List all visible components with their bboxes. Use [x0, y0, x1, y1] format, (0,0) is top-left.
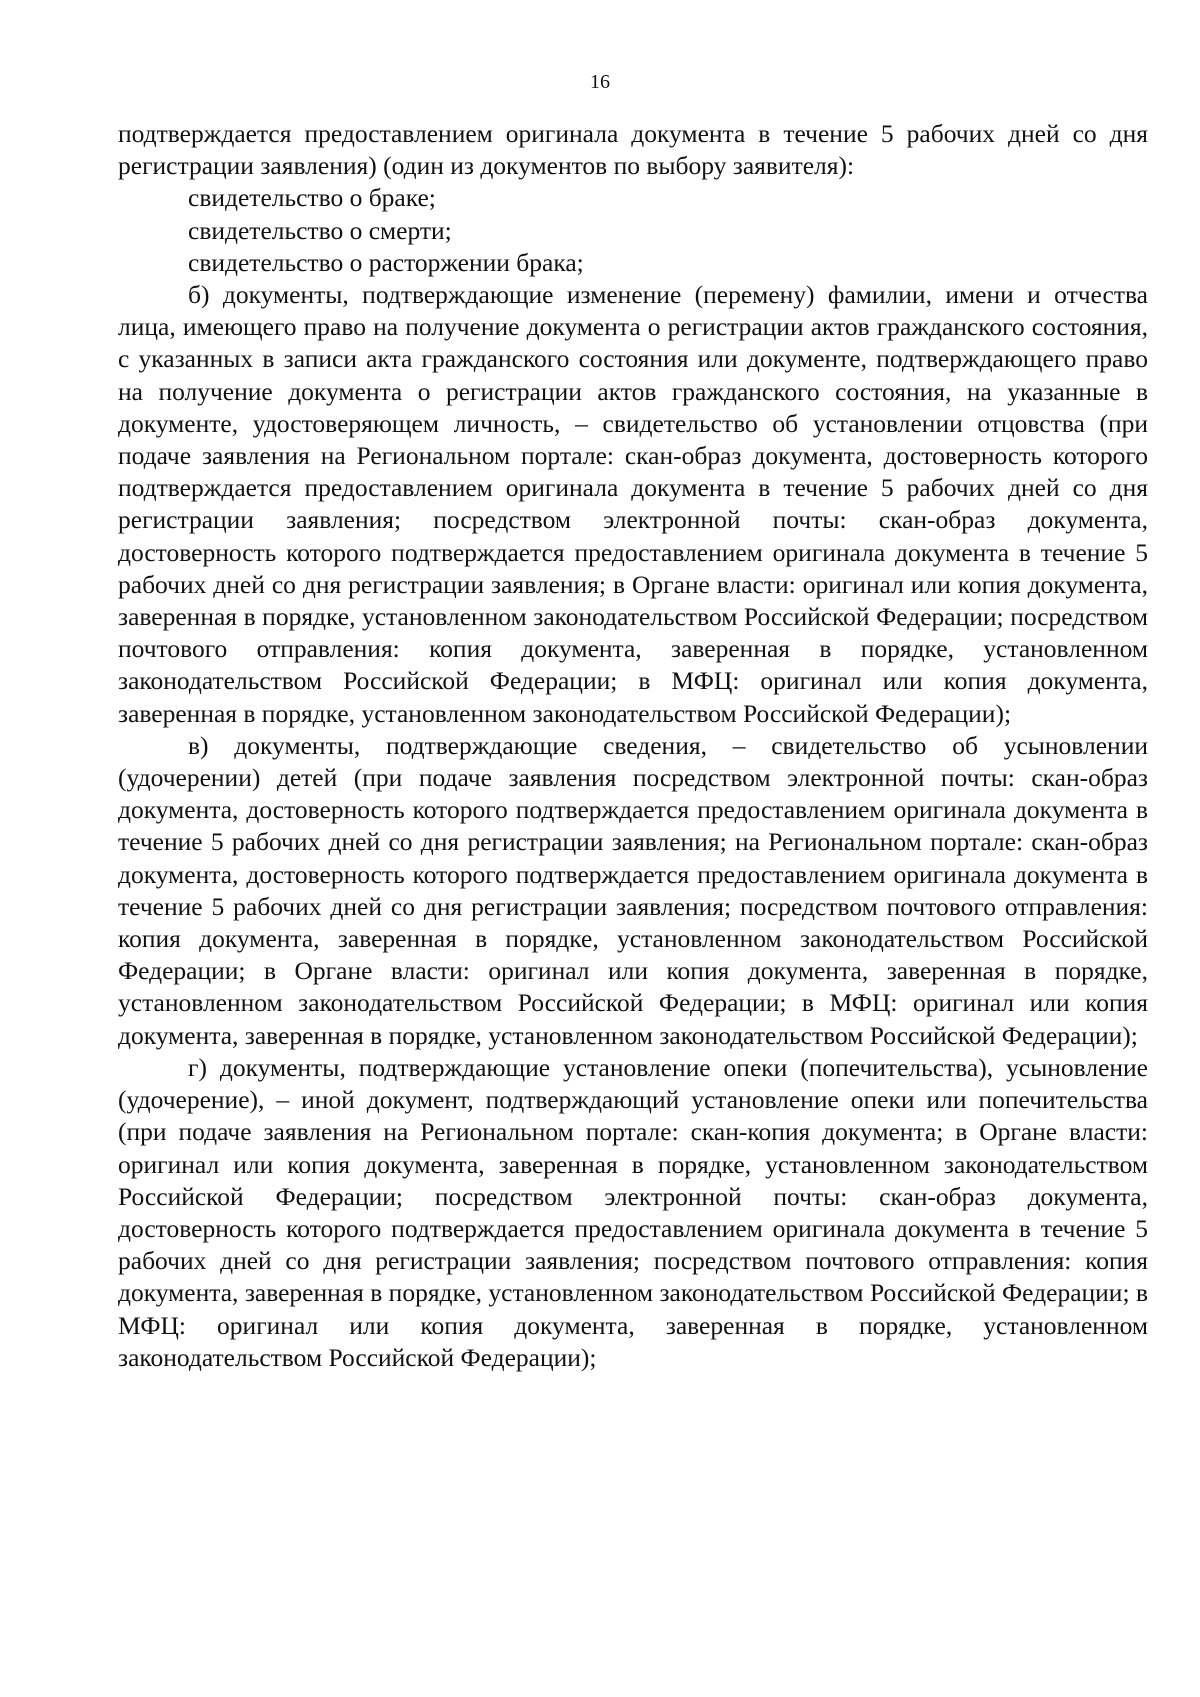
- document-body: [118, 118, 1148, 1374]
- paragraph-item-v: в) документы, подтверждающие сведения, – свидетельство об усыновлении (удочерении) детей (при подаче заявления посредством электронной почты: скан-образ документа, достоверность которого подтверждается предоставлением оригинала документа в течение 5 рабочих дней со дня регистрации заявления; на Региональном портале: скан-образ документа, достоверность которого подтверждается предоставлением оригинала документа в течение 5 рабочих дней со дня регистрации заявления; посредством почтового отправления: копия документа, заверенная в порядке, установленном законодательством Российской Федерации; в Органе власти: оригинал или копия документа, заверенная в порядке, установленном законодательством Российской Федерации; в МФЦ: оригинал или копия документа, заверенная в порядке, установленном законодательством Российской Федерации);: [118, 730, 1148, 1050]
- paragraph-item-g: г) документы, подтверждающие установление опеки (попечительства), усыновление (удочерение), – иной документ, подтверждающий установление опеки или попечительства (при подаче заявления на Региональном портале: скан-копия документа; в Органе власти: оригинал или копия документа, заверенная в порядке, установленном законодательством Российской Федерации; посредством электронной почты: скан-образ документа, достоверность которого подтверждается предоставлением оригинала документа в течение 5 рабочих дней со дня регистрации заявления; посредством почтового отправления: копия документа, заверенная в порядке, установленном законодательством Российской Федерации; в МФЦ: оригинал или копия документа, заверенная в порядке, установленном законодательством Российской Федерации);: [118, 1052, 1148, 1372]
- list-item-divorce-certificate: свидетельство о расторжении брака;: [188, 247, 584, 277]
- list-item-death-certificate: свидетельство о смерти;: [188, 215, 452, 245]
- list-item-marriage-certificate: свидетельство о браке;: [188, 183, 436, 213]
- paragraph-continuation: подтверждается предоставлением оригинала документа в течение 5 рабочих дней со дня регистрации заявления) (один из документов по выбору заявителя):: [118, 119, 1148, 181]
- page-number: 16: [590, 71, 610, 93]
- paragraph-item-b: б) документы, подтверждающие изменение (перемену) фамилии, имени и отчества лица, имеющего право на получение документа о регистрации актов гражданского состояния, с указанных в записи акта гражданского состояния или документе, подтверждающего право на получение документа о регистрации актов гражданского состояния, на указанные в документе, удостоверяющем личность, – свидетельство об установлении отцовства (при подаче заявления на Региональном портале: скан-образ документа, достоверность которого подтверждается предоставлением оригинала документа в течение 5 рабочих дней со дня регистрации заявления; посредством электронной почты: скан-образ документа, достоверность которого подтверждается предоставлением оригинала документа в течение 5 рабочих дней со дня регистрации заявления; в Органе власти: оригинал или копия документа, заверенная в порядке, установленном законодательством Российской Федерации; посредством почтового отправления: копия документа, заверенная в порядке, установленном законодательством Российской Федерации; в МФЦ: оригинал или копия документа, заверенная в порядке, установленном законодательством Российской Федерации);: [118, 280, 1148, 728]
